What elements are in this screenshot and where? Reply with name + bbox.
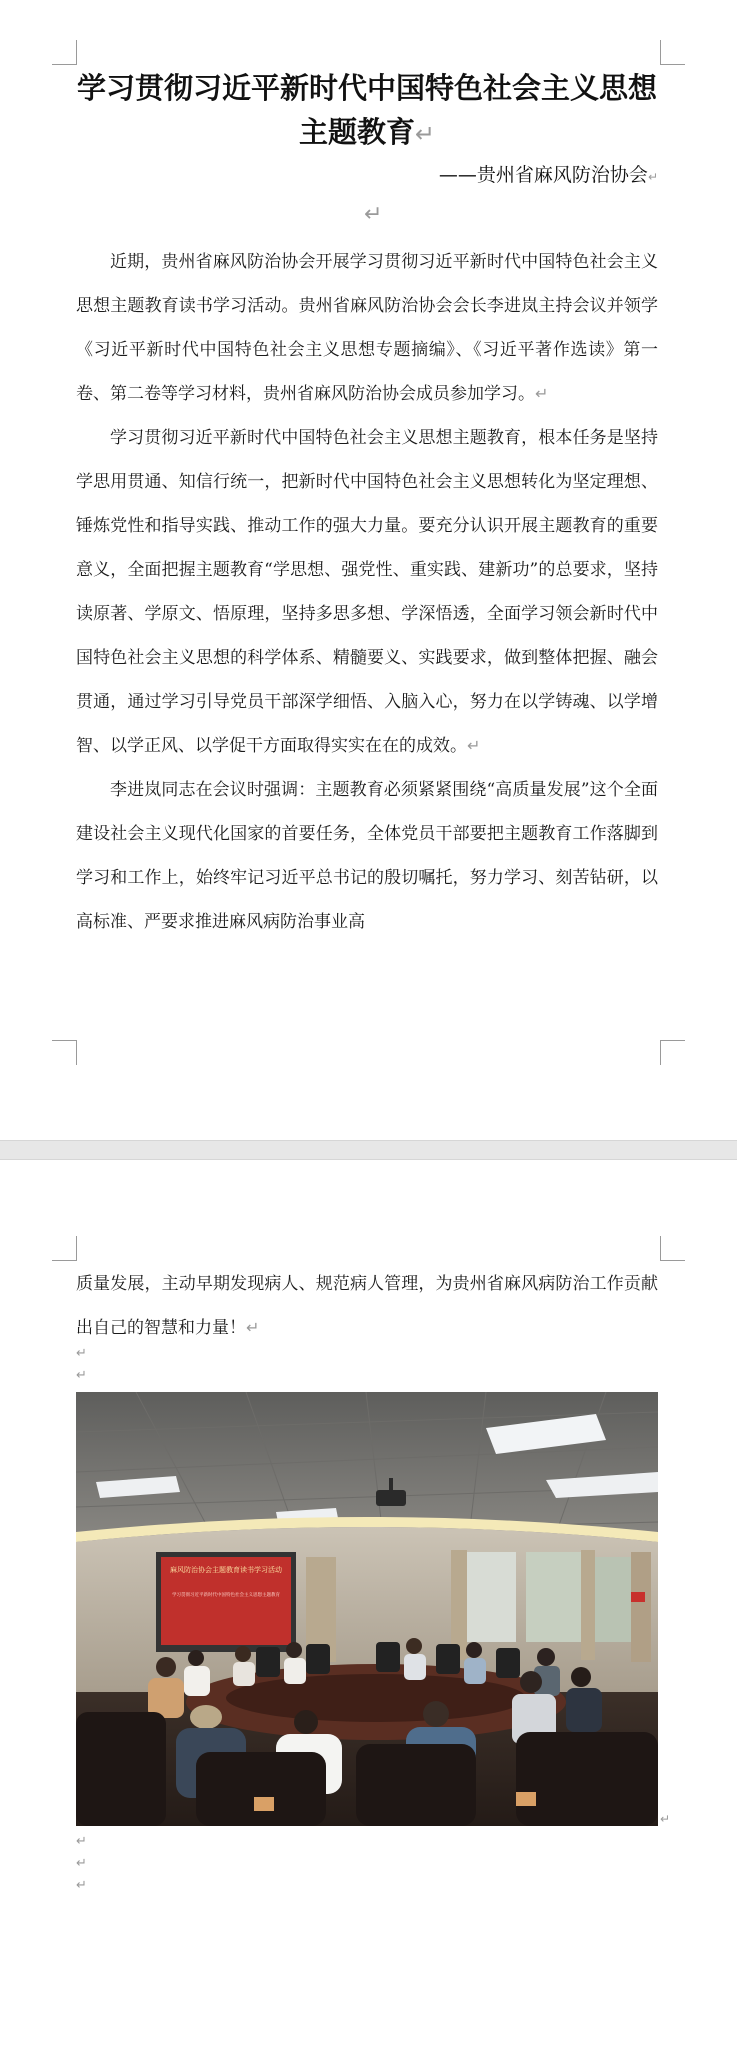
empty-paragraph-mark: ↵: [76, 1834, 87, 1849]
paragraph-mark: ↵: [647, 170, 658, 184]
paragraph-text: 李进岚同志在会议时强调：主题教育必须紧紧围绕“高质量发展”这个全面建设社会主义现代化国家的首要任务，全体党员干部要把主题教育工作落脚到学习和工作上，始终牢记习近平总书记的殷切嘱托，努力学习、刻苦钻研，以高标准、严要求推进麻风病防治事业高: [76, 780, 658, 932]
paragraph-mark: ↵: [246, 1318, 260, 1337]
screen-subtitle: 学习贯彻习近平新时代中国特色社会主义思想主题教育: [172, 1593, 280, 1598]
body-paragraph-3: [76, 768, 658, 944]
meeting-photo: [76, 1392, 658, 1826]
crop-mark-top-left: [52, 1236, 77, 1261]
crop-mark-top-right: [660, 1236, 685, 1261]
paragraph-mark: ↵: [467, 736, 481, 755]
paragraph-mark: ↵: [414, 120, 436, 148]
paragraph-mark: ↵: [535, 384, 549, 403]
crop-mark-bottom-left: [52, 1040, 77, 1065]
body-paragraph-3-continued: [76, 1262, 658, 1350]
paragraph-text: 近期，贵州省麻风防治协会开展学习贯彻习近平新时代中国特色社会主义思想主题教育读书学习活动。贵州省麻风防治协会会长李进岚主持会议并领学《习近平新时代中国特色社会主义思想专题摘编》、《习近平著作选读》第一卷、第二卷等学习材料，贵州省麻风防治协会成员参加学习。: [76, 252, 658, 404]
crop-mark-top-left: [52, 40, 77, 65]
paragraph-text: 质量发展，主动早期发现病人、规范病人管理，为贵州省麻风病防治工作贡献出自己的智慧和力量！: [76, 1274, 658, 1338]
empty-paragraph-mark: ↵: [364, 202, 383, 227]
body-paragraph-1: [76, 240, 658, 416]
page-separator: [0, 1140, 737, 1160]
empty-paragraph-mark: ↵: [76, 1878, 87, 1893]
empty-paragraph-mark: ↵: [76, 1346, 87, 1361]
screen-title: 麻风防治协会主题教育读书学习活动: [170, 1566, 282, 1574]
document-title-text: 学习贯彻习近平新时代中国特色社会主义思想主题教育: [76, 71, 657, 149]
document-subtitle: [439, 160, 658, 192]
document-title: [76, 66, 658, 156]
crop-mark-top-right: [660, 40, 685, 65]
meeting-photo-image: [76, 1392, 658, 1826]
image-paragraph-mark: ↵: [660, 1812, 671, 1826]
paragraph-text: 学习贯彻习近平新时代中国特色社会主义思想主题教育，根本任务是坚持学思用贯通、知信行统一，把新时代中国特色社会主义思想转化为坚定理想、锤炼党性和指导实践、推动工作的强大力量。要充分认识开展主题教育的重要意义，全面把握主题教育“学思想、强党性、重实践、建新功”的总要求，坚持读原著、学原文、悟原理，坚持多思多想、学深悟透，全面学习领会新时代中国特色社会主义思想的科学体系、精髓要义、实践要求，做到整体把握、融会贯通，通过学习引导党员干部深学细悟、入脑入心，努力在以学铸魂、以学增智、以学正风、以学促干方面取得实实在在的成效。: [76, 428, 658, 756]
empty-paragraph-mark: ↵: [76, 1856, 87, 1871]
document-body: [76, 240, 658, 944]
body-paragraph-2: [76, 416, 658, 768]
empty-paragraph-mark: ↵: [76, 1368, 87, 1383]
crop-mark-bottom-right: [660, 1040, 685, 1065]
document-body-continued: [76, 1262, 658, 1350]
document-subtitle-text: ——贵州省麻风防治协会: [438, 164, 648, 186]
